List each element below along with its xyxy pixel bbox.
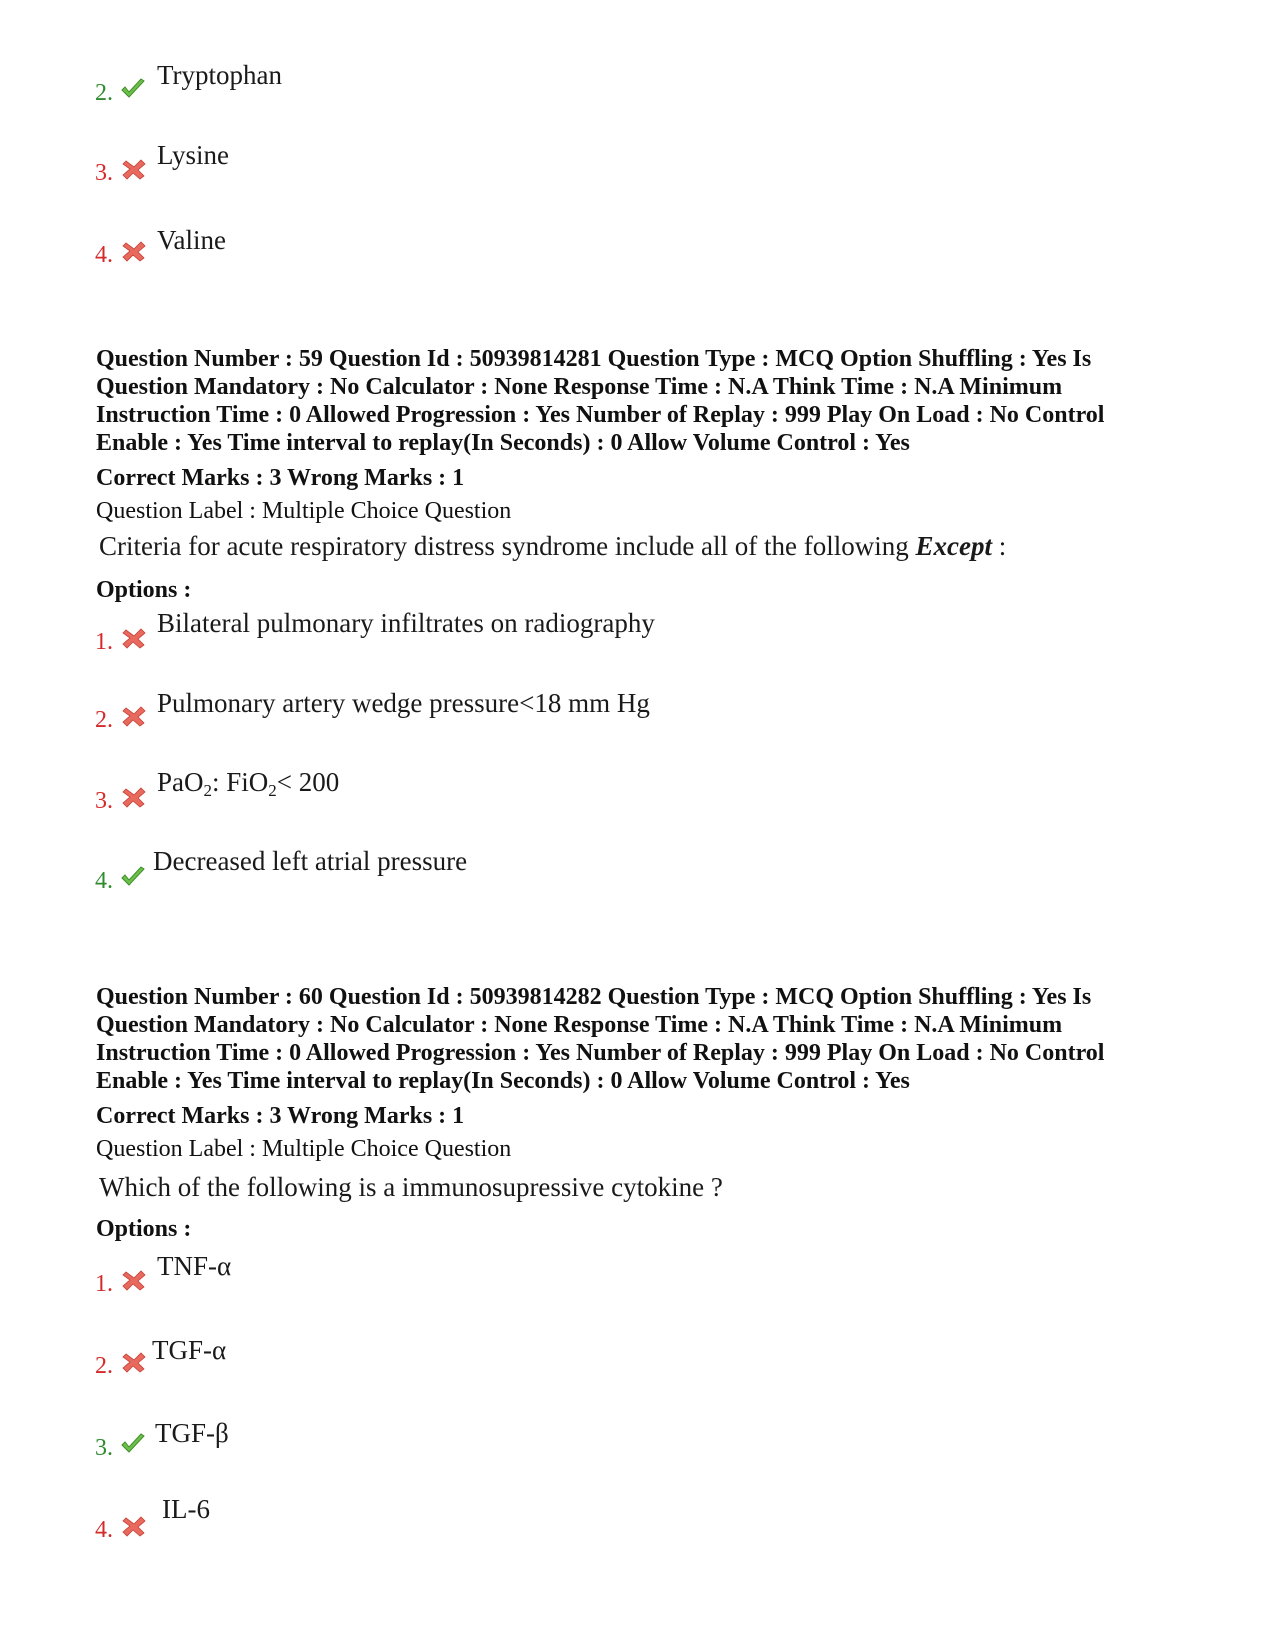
meta-line: Enable : Yes Time interval to replay(In Seconds) : 0 Allow Volume Control : Yes (96, 430, 910, 456)
option-text-formula (157, 767, 340, 800)
option-number: 4. (95, 1517, 113, 1543)
formula-part: : FiO (212, 767, 269, 797)
question-meta (96, 345, 1206, 457)
meta-line: Enable : Yes Time interval to replay(In Seconds) : 0 Allow Volume Control : Yes (96, 1068, 910, 1094)
option-text: Decreased left atrial pressure (153, 846, 468, 876)
formula-part: < 200 (276, 767, 340, 797)
formula-subscript: 2 (268, 781, 277, 800)
meta-line: Question Mandatory : No Calculator : None Response Time : N.A Think Time : N.A Minimum (96, 374, 1063, 400)
options-heading: Options : (96, 577, 192, 603)
meta-line: Question Number : 60 Question Id : 50939814282 Question Type : MCQ Option Shuffling : Yes Is (96, 984, 1092, 1010)
option-number: 2. (95, 707, 113, 733)
question-text-tail: : (992, 531, 1007, 561)
option-number: 3. (95, 160, 113, 186)
option-text: Tryptophan (157, 60, 283, 90)
option-text: TGF-α (152, 1335, 227, 1365)
meta-line: Instruction Time : 0 Allowed Progression : Yes Number of Replay : 999 Play On Load : No Control (96, 1040, 1105, 1066)
cross-icon (121, 1515, 147, 1537)
meta-line: Question Number : 59 Question Id : 50939814281 Question Type : MCQ Option Shuffling : Yes Is (96, 346, 1092, 372)
cross-icon (121, 240, 147, 262)
option-number: 3. (95, 788, 113, 814)
question-text (99, 531, 1006, 561)
option-text: TGF-β (155, 1418, 229, 1448)
options-heading: Options : (96, 1216, 192, 1242)
option-number: 4. (95, 242, 113, 268)
question-text-main: Criteria for acute respiratory distress syndrome include all of the following (99, 531, 916, 561)
option-text: Valine (157, 225, 226, 255)
formula-part: PaO (157, 767, 204, 797)
option-number: 1. (95, 629, 113, 655)
cross-icon (121, 705, 147, 727)
option-text: IL-6 (162, 1494, 210, 1524)
option-number: 2. (95, 1353, 113, 1379)
formula-subscript: 2 (203, 781, 212, 800)
check-icon (120, 866, 146, 888)
question-meta (96, 983, 1206, 1095)
option-text: Bilateral pulmonary infiltrates on radiography (157, 608, 655, 638)
option-number: 3. (95, 1435, 113, 1461)
option-number: 4. (95, 868, 113, 894)
question-label: Question Label : Multiple Choice Question (96, 1136, 512, 1162)
question-label: Question Label : Multiple Choice Question (96, 498, 512, 524)
cross-icon (121, 158, 147, 180)
question-text-emphasis: Except (915, 531, 992, 561)
cross-icon (121, 627, 147, 649)
option-text: Lysine (157, 140, 229, 170)
marks-line: Correct Marks : 3 Wrong Marks : 1 (96, 1103, 465, 1129)
cross-icon (121, 1269, 147, 1291)
option-number: 2. (95, 80, 113, 106)
marks-line: Correct Marks : 3 Wrong Marks : 1 (96, 465, 465, 491)
check-icon (120, 78, 146, 100)
cross-icon (121, 1351, 147, 1373)
meta-line: Instruction Time : 0 Allowed Progression : Yes Number of Replay : 999 Play On Load : No Control (96, 402, 1105, 428)
check-icon (120, 1433, 146, 1455)
question-text: Which of the following is a immunosupressive cytokine ? (99, 1172, 723, 1202)
cross-icon (121, 786, 147, 808)
option-number: 1. (95, 1271, 113, 1297)
meta-line: Question Mandatory : No Calculator : None Response Time : N.A Think Time : N.A Minimum (96, 1012, 1063, 1038)
option-text: TNF-α (157, 1251, 232, 1281)
option-text: Pulmonary artery wedge pressure<18 mm Hg (157, 688, 650, 718)
